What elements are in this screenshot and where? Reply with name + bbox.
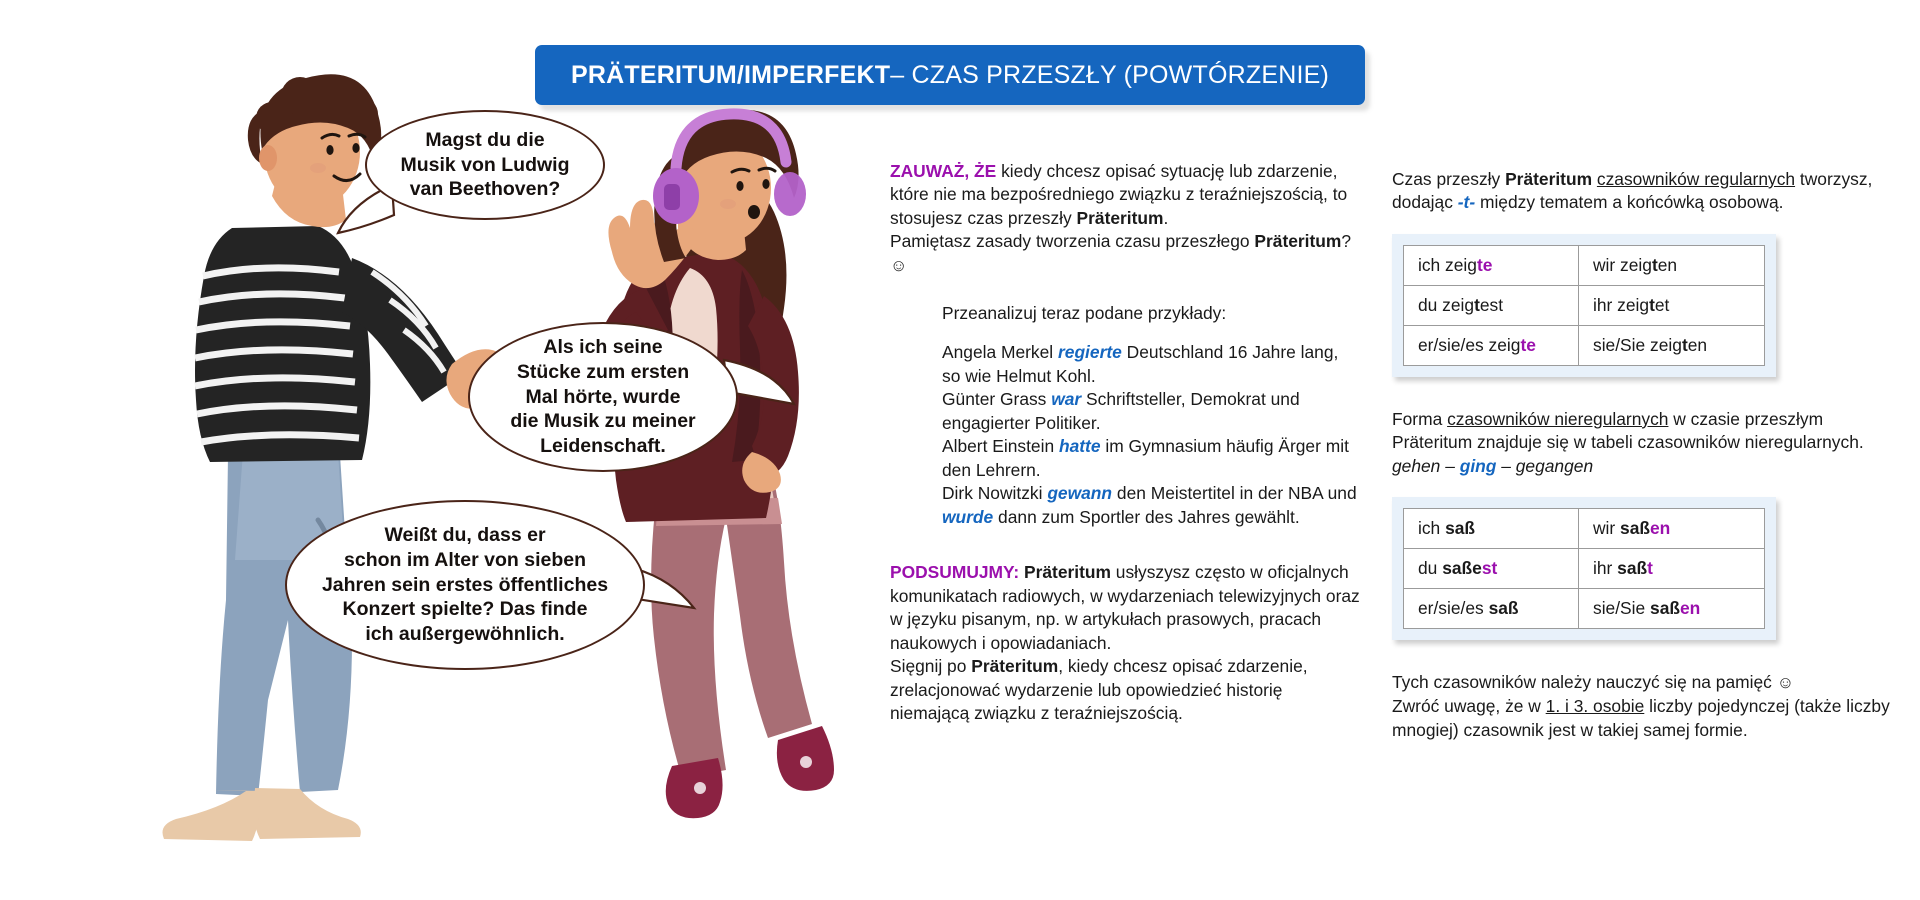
speech-bubble-girl-2-text: Weißt du, dass er schon im Alter von sieben Jahren sein erstes öffentliches Konzert spielte? Das finde ich außergewöhnlich.	[321, 523, 609, 646]
table-cell: er/sie/es saß	[1404, 589, 1579, 629]
example-item	[942, 435, 1360, 482]
example-3-verb: hatte	[1058, 436, 1101, 457]
table-row	[1404, 245, 1765, 285]
zauwaz-term-2: Präteritum	[1254, 231, 1342, 252]
irregular-table-wrapper	[1392, 497, 1892, 645]
table-row	[1404, 589, 1765, 629]
examples-intro-block	[942, 302, 1360, 325]
podsumujmy-term-2: Präteritum	[971, 656, 1059, 677]
zauwaz-note-paragraph-2	[890, 230, 1360, 277]
examples-intro: Przeanalizuj teraz podane przykłady:	[942, 302, 1227, 323]
example-4-verb: gewann	[1047, 483, 1113, 504]
example-1-verb: regierte	[1058, 342, 1122, 363]
regular-verbs-intro	[1392, 168, 1892, 215]
regular-intro-infix: -t-	[1457, 192, 1476, 213]
speech-bubble-boy	[365, 110, 605, 220]
example-4-verb-2: wurde	[942, 506, 994, 527]
example-3-pre: Albert Einstein	[942, 436, 1059, 457]
middle-text-column	[890, 160, 1360, 744]
irregular-intro-b: w czasie przeszłym Präteritum znajduje się w tabeli czasowników nieregularnych.	[1392, 408, 1864, 453]
example-item	[942, 341, 1360, 388]
zauwaz-body-2: .	[1163, 207, 1169, 228]
right-footer-line-2	[1392, 695, 1892, 742]
table-cell: ihr saßt	[1579, 549, 1765, 589]
speech-bubble-girl-1-text: Als ich seine Stücke zum ersten Mal hörte, wurde die Musik zu meiner Leidenschaft.	[510, 335, 696, 458]
table-cell: sie/Sie saßen	[1579, 589, 1765, 629]
banner-title-bold: PRÄTERITUM/IMPERFEKT	[570, 60, 891, 89]
right-text-column	[1392, 168, 1892, 742]
smiley-icon: ☺	[890, 255, 908, 275]
zauwaz-note-paragraph	[890, 160, 1360, 230]
zeigen-conjugation-table	[1403, 245, 1765, 366]
footer-text-2a: Zwróć uwagę, że w	[1392, 696, 1546, 717]
table-row	[1404, 285, 1765, 325]
regular-intro-a: Czas przeszły	[1392, 169, 1506, 189]
irregular-example-verb: ging	[1459, 455, 1497, 476]
irregular-table-frame	[1392, 497, 1776, 640]
irregular-example-pre: gehen –	[1392, 455, 1460, 476]
irregular-intro-a: Forma	[1392, 408, 1448, 429]
zauwaz-label: ZAUWAŻ, ŻE	[890, 161, 997, 181]
example-2-post: Schriftsteller, Demokrat und engagierter Politiker.	[942, 389, 1300, 433]
example-4-pre: Dirk Nowitzki	[942, 483, 1048, 504]
podsumujmy-label: PODSUMUJMY:	[890, 562, 1020, 583]
table-cell: wir zeigten	[1579, 245, 1765, 285]
podsumujmy-line-2a: Sięgnij po	[890, 656, 972, 677]
table-cell: sie/Sie zeigten	[1579, 325, 1765, 365]
zauwaz-term-1: Präteritum	[1076, 207, 1164, 228]
podsumujmy-paragraph-2	[890, 655, 1360, 725]
zauwaz-line-2a: Pamiętasz zasady tworzenia czasu przeszłego	[890, 231, 1255, 252]
table-cell: du saßest	[1404, 549, 1579, 589]
irregular-example-line	[1392, 455, 1892, 478]
banner-title-rest: – CZAS PRZESZŁY (POWTÓRZENIE)	[890, 60, 1329, 89]
table-row	[1404, 325, 1765, 365]
speech-bubble-girl-2	[285, 500, 645, 670]
zauwaz-line-2b: ?	[1341, 231, 1352, 252]
footer-text-1: Tych czasowników należy nauczyć się na pamięć	[1392, 672, 1777, 693]
irregular-verbs-intro	[1392, 408, 1892, 455]
zauwaz-note-block	[890, 160, 1360, 278]
table-cell: wir saßen	[1579, 509, 1765, 549]
example-2-pre: Günter Grass	[942, 389, 1052, 410]
podsumujmy-term-1: Präteritum	[1019, 562, 1111, 583]
table-row	[1404, 509, 1765, 549]
example-4-post: den Meistertitel in der NBA und	[1112, 483, 1357, 504]
irregular-intro-underline: czasowników nieregularnych	[1447, 408, 1669, 429]
footer-underline: 1. i 3. osobie	[1545, 696, 1645, 717]
right-footer-line-1	[1392, 671, 1892, 695]
podsumujmy-line-2b: , kiedy chcesz opisać zdarzenie, zrelacjonować wydarzenie lub opowiedzieć historię niemającą związku z teraźniejszością.	[890, 656, 1308, 724]
table-cell: ich zeigte	[1404, 245, 1579, 285]
regular-intro-term: Präteritum	[1505, 169, 1593, 189]
zauwaz-body-1: kiedy chcesz opisać sytuację lub zdarzenie, które nie ma bezpośredniego związku z teraźniejszością, to stosujesz czas przeszły	[890, 161, 1348, 228]
irregular-example-post: – gegangen	[1496, 455, 1594, 476]
footer-text-2b: liczby pojedynczej (także liczby mnogiej) czasownik jest w takiej samej formie.	[1392, 696, 1890, 740]
podsumujmy-body-1: usłyszysz często w oficjalnych komunikatach radiowych, w wydarzeniach telewizyjnych oraz w języku pisanym, np. w artykułach prasowych, pracach naukowych i opowiadaniach.	[890, 562, 1360, 653]
example-2-verb: war	[1051, 389, 1082, 410]
example-item	[942, 388, 1360, 435]
smiley-icon: ☺	[1776, 673, 1795, 693]
table-cell: du zeigtest	[1404, 285, 1579, 325]
example-3-post: im Gymnasium häufig Ärger mit den Lehrern.	[942, 436, 1349, 480]
example-1-post: Deutschland 16 Jahre lang, so wie Helmut Kohl.	[942, 342, 1339, 386]
example-item	[942, 482, 1360, 529]
example-1-pre: Angela Merkel	[942, 342, 1058, 363]
podsumujmy-block	[890, 561, 1360, 725]
regular-intro-c: tworzysz, dodając	[1392, 169, 1873, 213]
table-cell: er/sie/es zeigte	[1404, 325, 1579, 365]
examples-list	[942, 341, 1360, 529]
regular-table-wrapper	[1392, 234, 1892, 382]
regular-table-frame	[1392, 234, 1776, 377]
sitzen-conjugation-table	[1403, 508, 1765, 629]
example-4-post-2: dann zum Sportler des Jahres gewählt.	[993, 506, 1300, 527]
table-cell: ich saß	[1404, 509, 1579, 549]
speech-bubble-boy-text: Magst du die Musik von Ludwig van Beethoven?	[400, 128, 570, 201]
speech-bubble-girl-1	[468, 322, 738, 472]
table-cell: ihr zeigtet	[1579, 285, 1765, 325]
table-row	[1404, 549, 1765, 589]
regular-intro-d: między tematem a końcówką osobową.	[1475, 192, 1784, 213]
podsumujmy-paragraph-1	[890, 561, 1360, 655]
regular-intro-underline: czasowników regularnych	[1596, 169, 1796, 189]
